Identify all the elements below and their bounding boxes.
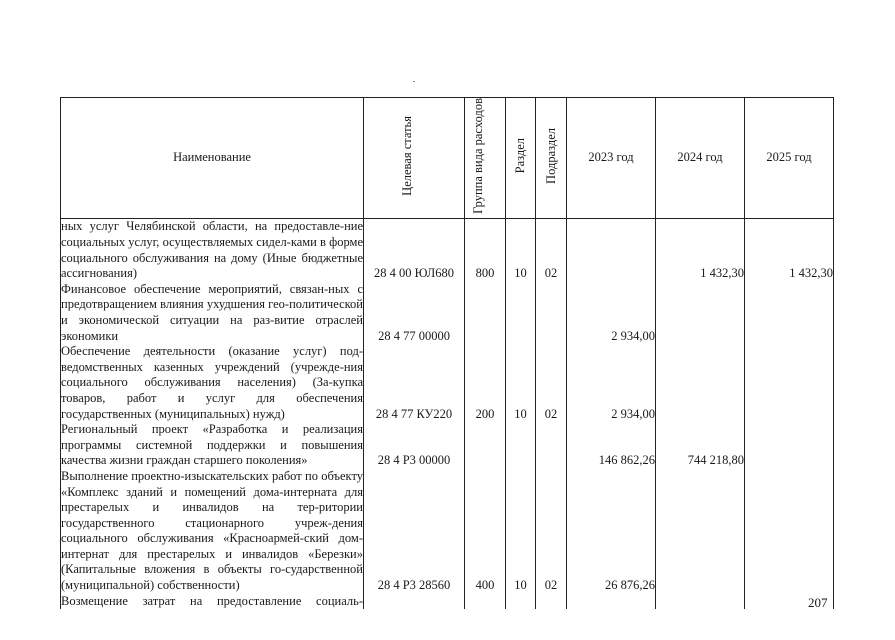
- header-name: Наименование: [61, 98, 364, 219]
- row-2024: [656, 344, 745, 422]
- row-target-item: 28 4 77 00000: [364, 282, 465, 344]
- row-2025: 1 432,30: [745, 219, 834, 282]
- scan-artifact: [413, 81, 415, 82]
- row-expense-group: 800: [465, 219, 506, 282]
- budget-table: [60, 97, 834, 609]
- row-2025: [745, 282, 834, 344]
- page-number: 207: [808, 595, 828, 610]
- row-section: 10: [506, 219, 536, 282]
- row-subsection: 02: [536, 344, 567, 422]
- row-2024: [656, 282, 745, 344]
- row-expense-group: 200: [465, 344, 506, 422]
- row-section: [506, 282, 536, 344]
- table-row: [61, 219, 834, 282]
- header-subsection-label: Подраздел: [543, 127, 558, 184]
- row-2024: [656, 594, 745, 610]
- row-expense-group: [465, 282, 506, 344]
- row-subsection: [536, 422, 567, 469]
- header-section-label: Раздел: [513, 138, 527, 174]
- row-name: Выполнение проектно-изыскательских работ по объекту «Комплекс зданий и помещений дома-интерната для престарелых и инвалидов на тер-ритории государственного стационарного учреж-дения социального обслуживания «Красноармей-ский дом-интернат для престарелых и инвалидов «Березки» (Капитальные вложения в объекты го-сударственной (муниципальной) собственности): [61, 468, 363, 593]
- row-subsection: [536, 282, 567, 344]
- header-subsection: [536, 98, 567, 219]
- table-row: [61, 469, 834, 594]
- row-2025: [745, 422, 834, 469]
- header-expense-group-label: Группа вида расходов: [471, 98, 485, 214]
- table-row: [61, 344, 834, 422]
- row-expense-group: [465, 594, 506, 610]
- row-name: ных услуг Челябинской области, на предоставле-ние социальных услуг, осуществляемых сидел-ками в форме социального обслуживания на дому (Иные бюджетные ассигнования): [61, 219, 363, 281]
- row-2025: [745, 344, 834, 422]
- table-row: [61, 422, 834, 469]
- header-year-2024: 2024 год: [656, 98, 745, 219]
- row-name: Обеспечение деятельности (оказание услуг) под-ведомственных казенных учреждений (учрежде-ния социального обслуживания населения) (За-купка товаров, работ и услуг для обеспечения государственных (муниципальных) нужд): [61, 344, 363, 421]
- row-subsection: 02: [536, 219, 567, 282]
- row-name: Возмещение затрат на предоставление социаль-: [61, 593, 363, 608]
- row-target-item: 28 4 77 КУ220: [364, 344, 465, 422]
- row-subsection: 02: [536, 469, 567, 594]
- header-target-item: [364, 98, 465, 219]
- table-row: [61, 594, 834, 610]
- row-section: [506, 594, 536, 610]
- row-target-item: 28 4 00 ЮЛ680: [364, 219, 465, 282]
- row-subsection: [536, 594, 567, 610]
- row-2023: 2 934,00: [567, 282, 656, 344]
- header-target-item-label: Целевая статья: [400, 115, 414, 196]
- table-header-row: [61, 98, 834, 219]
- row-target-item: 28 4 Р3 00000: [364, 422, 465, 469]
- row-2024: 744 218,80: [656, 422, 745, 469]
- header-expense-group: [465, 98, 506, 219]
- row-2023: 146 862,26: [567, 422, 656, 469]
- row-2023: [567, 219, 656, 282]
- row-name: Финансовое обеспечение мероприятий, связан-ных с предотвращением влияния ухудшения гео-политической и экономической ситуации на раз-витие отраслей экономики: [61, 281, 363, 343]
- header-section: [506, 98, 536, 219]
- header-year-2025: 2025 год: [745, 98, 834, 219]
- row-target-item: [364, 594, 465, 610]
- row-section: 10: [506, 344, 536, 422]
- row-target-item: 28 4 Р3 28560: [364, 469, 465, 594]
- row-2024: 1 432,30: [656, 219, 745, 282]
- table-row: [61, 282, 834, 344]
- row-2023: 26 876,26: [567, 469, 656, 594]
- row-2024: [656, 469, 745, 594]
- row-2023: 2 934,00: [567, 344, 656, 422]
- row-name: Региональный проект «Разработка и реализация программы системной поддержки и повышения качества жизни граждан старшего поколения»: [61, 422, 363, 468]
- row-section: [506, 422, 536, 469]
- row-section: 10: [506, 469, 536, 594]
- header-year-2023: 2023 год: [567, 98, 656, 219]
- row-expense-group: [465, 422, 506, 469]
- row-2023: [567, 594, 656, 610]
- row-expense-group: 400: [465, 469, 506, 594]
- row-2025: [745, 469, 834, 594]
